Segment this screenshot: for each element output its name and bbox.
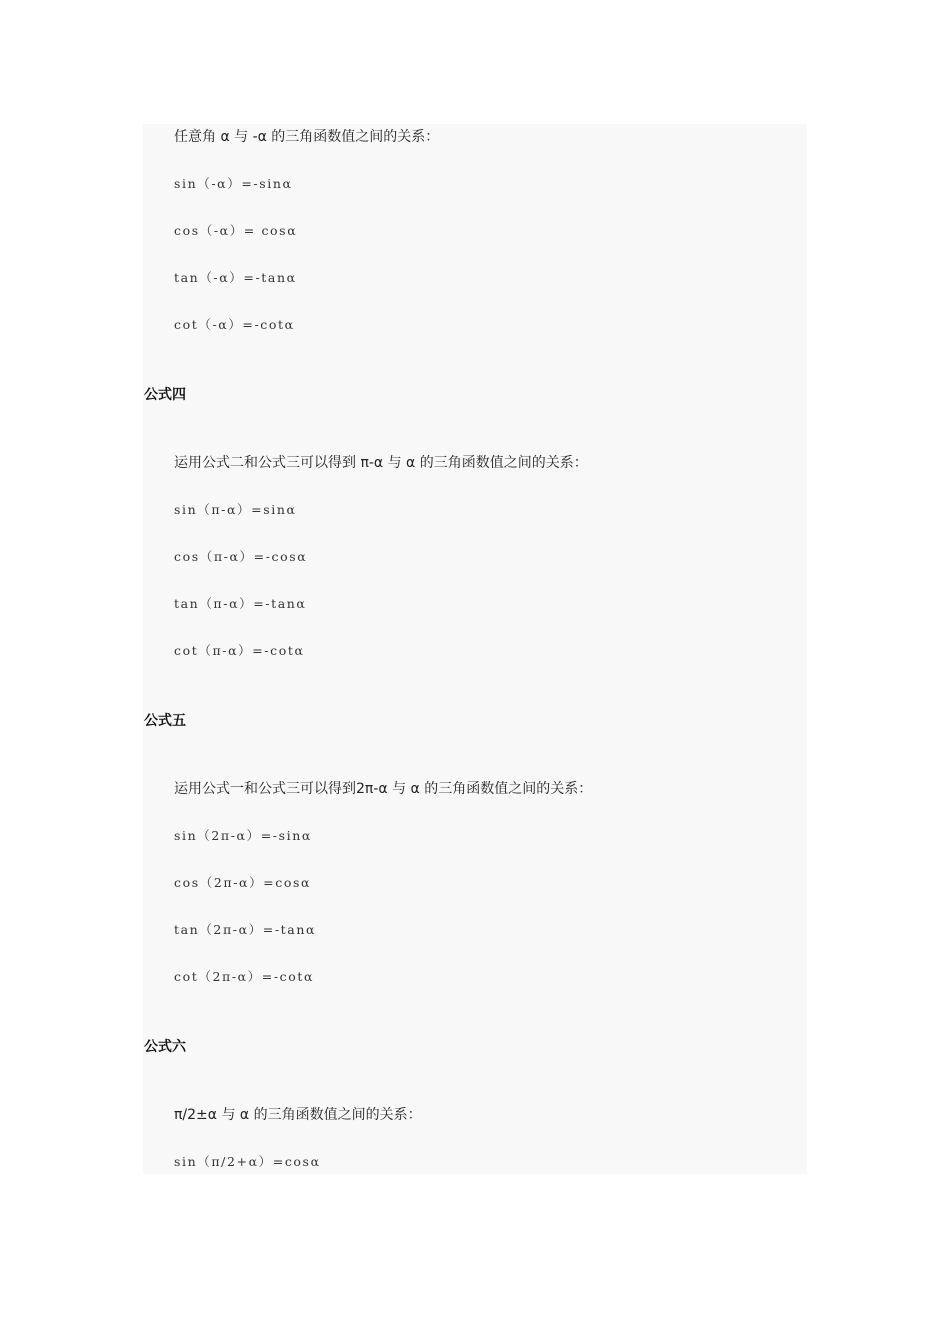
- section-heading: 公式五: [144, 713, 186, 729]
- section-intro: 运用公式一和公式三可以得到2π-α 与 α 的三角函数值之间的关系：: [174, 781, 593, 797]
- section-intro: 任意角 α 与 -α 的三角函数值之间的关系：: [174, 129, 440, 145]
- section-intro: π/2±α 与 α 的三角函数值之间的关系：: [174, 1107, 422, 1123]
- formula-line: cos（-α）= cosα: [174, 223, 298, 238]
- formula-line: cos（2π-α）=cosα: [174, 875, 312, 890]
- section-heading: 公式四: [144, 387, 186, 403]
- formula-line: cot（2π-α）=-cotα: [174, 969, 315, 984]
- formula-line: cot（-α）=-cotα: [174, 317, 295, 332]
- formula-line: cot（π-α）=-cotα: [174, 643, 305, 658]
- formula-line: cos（π-α）=-cosα: [174, 549, 308, 564]
- formula-line: sin（π/2+α）=cosα: [174, 1154, 321, 1169]
- formula-line: sin（π-α）=sinα: [174, 502, 297, 517]
- formula-line: tan（π-α）=-tanα: [174, 596, 307, 611]
- formula-line: sin（-α）=-sinα: [174, 176, 293, 191]
- section-heading: 公式六: [144, 1039, 186, 1055]
- formula-line: tan（-α）=-tanα: [174, 270, 297, 285]
- formula-line: sin（2π-α）=-sinα: [174, 828, 312, 843]
- section-intro: 运用公式二和公式三可以得到 π-α 与 α 的三角函数值之间的关系：: [174, 455, 588, 471]
- formula-line: tan（2π-α）=-tanα: [174, 922, 317, 937]
